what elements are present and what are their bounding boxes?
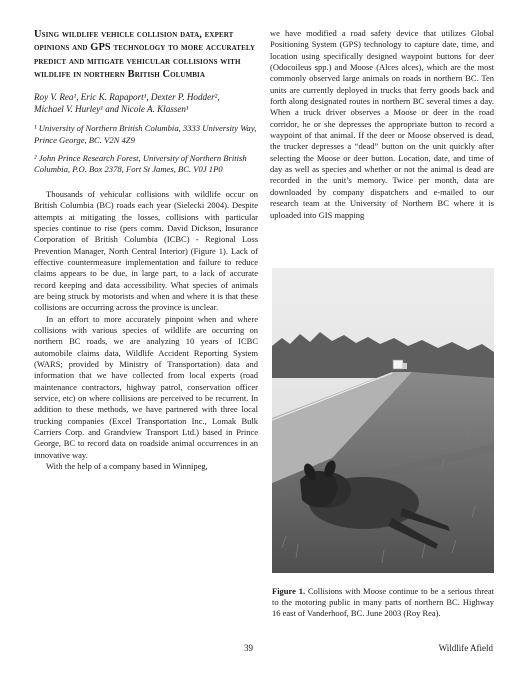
authors-line-2: Michael V. Hurley¹ and Nicole A. Klassen¹ — [34, 104, 189, 115]
journal-name: Wildlife Afield — [438, 643, 493, 653]
left-column — [34, 28, 258, 472]
photo-illustration — [272, 268, 494, 573]
authors — [34, 91, 258, 115]
body-paragraph-1: Thousands of vehicular collisions with wildlife occur on British Columbia (BC) roads each year (Sielecki 2004). Despite attempts at mitigating the losses, collisions with particular species continue to rise (pers comm. David Dickson, Insurance Corporation of British Columbia (ICBC) - Regional Loss Prevention Manager, North Central Interior) (Figure 1). Lack of effective countermeasure implementation and failure to reduce claims appears to be due, in large part, to a lack of accurate record keeping and data accessibility. What species of animals are being struck by motorists and when and where it is that these collisions are occurring across the province is unclear. — [34, 188, 258, 313]
page-number: 39 — [244, 643, 253, 653]
right-column — [270, 28, 494, 221]
figure-label: Figure 1. — [272, 585, 306, 596]
affiliation-2: ² John Prince Research Forest, University of Northern British Columbia, P.O. Box 2378, Fort St James, BC. V0J 1P0 — [34, 153, 247, 175]
figure-photo-moose-roadside — [272, 268, 494, 573]
figure-caption-text: Collisions with Moose continue to be a serious threat to the motoring public in many parts of northern BC. Highway 16 east of Vanderhoof, BC. June 2003 (Roy Rea). — [272, 585, 494, 619]
body-paragraph-3: With the help of a company based in Winnipeg, — [46, 461, 208, 472]
affiliation-1: ¹ University of Northern British Columbia, 3333 University Way, Prince George, BC. V2N 4Z9 — [34, 123, 257, 145]
body-paragraph-2: In an effort to more accurately pinpoint when and where collisions with various species of wildlife are occurring on northern BC roads, we are analyzing 10 years of ICBC automobile claims data, Wildlife Accident Reporting System (WARS; provided by Ministry of Transportation) data and information that we have collected from local experts (road maintenance contractors, highway patrol, conservation officer service, etc) on where collisions are perceived to be recurrent. In addition to these methods, we have partnered with three local trucking companies (Excel Transportation Inc., Lomak Bulk Carriers Corp. and Grandview Transport Ltd.) based in Prince George, BC to record data on roadside animal occurrences in an innovative way. — [34, 313, 258, 460]
article-title: Using wildlife vehicle collision data, expert opinions and GPS technology to more accurately predict and mitigate vehicular collisions with wildlife in northern British Columbia — [34, 29, 256, 80]
body-paragraph-4: we have modified a road safety device that utilizes Global Positioning System (GPS) technology to capture date, time, and location using specifically designed waypoint buttons for deer (Odocoileus spp.) and Moose (Alces alces), which are the most commonly observed large animals on roads in northern BC. Ten units are currently deployed in trucks that ferry goods back and forth along designated routes in northern BC several times a day. When a truck driver observes a Moose or deer in the road corridor, he or she depresses the appropriate button to record a waypoint of that animal. If the deer or Moose observed is dead, the trucker depresses a “dead” button on the unit quickly after selecting the Moose or deer button. Location, date, and time of day as well as species and whether or not the animal is dead are recorded in the unit’s memory. Twice per month, data are downloaded by company dispatchers and e-mailed to our research team at the University of Northern BC where it is uploaded into GIS mapping — [270, 28, 494, 220]
figure-caption — [272, 586, 494, 620]
authors-line-1: Roy V. Rea¹, Eric K. Rapaport¹, Dexter P. Hodder², — [34, 92, 220, 103]
